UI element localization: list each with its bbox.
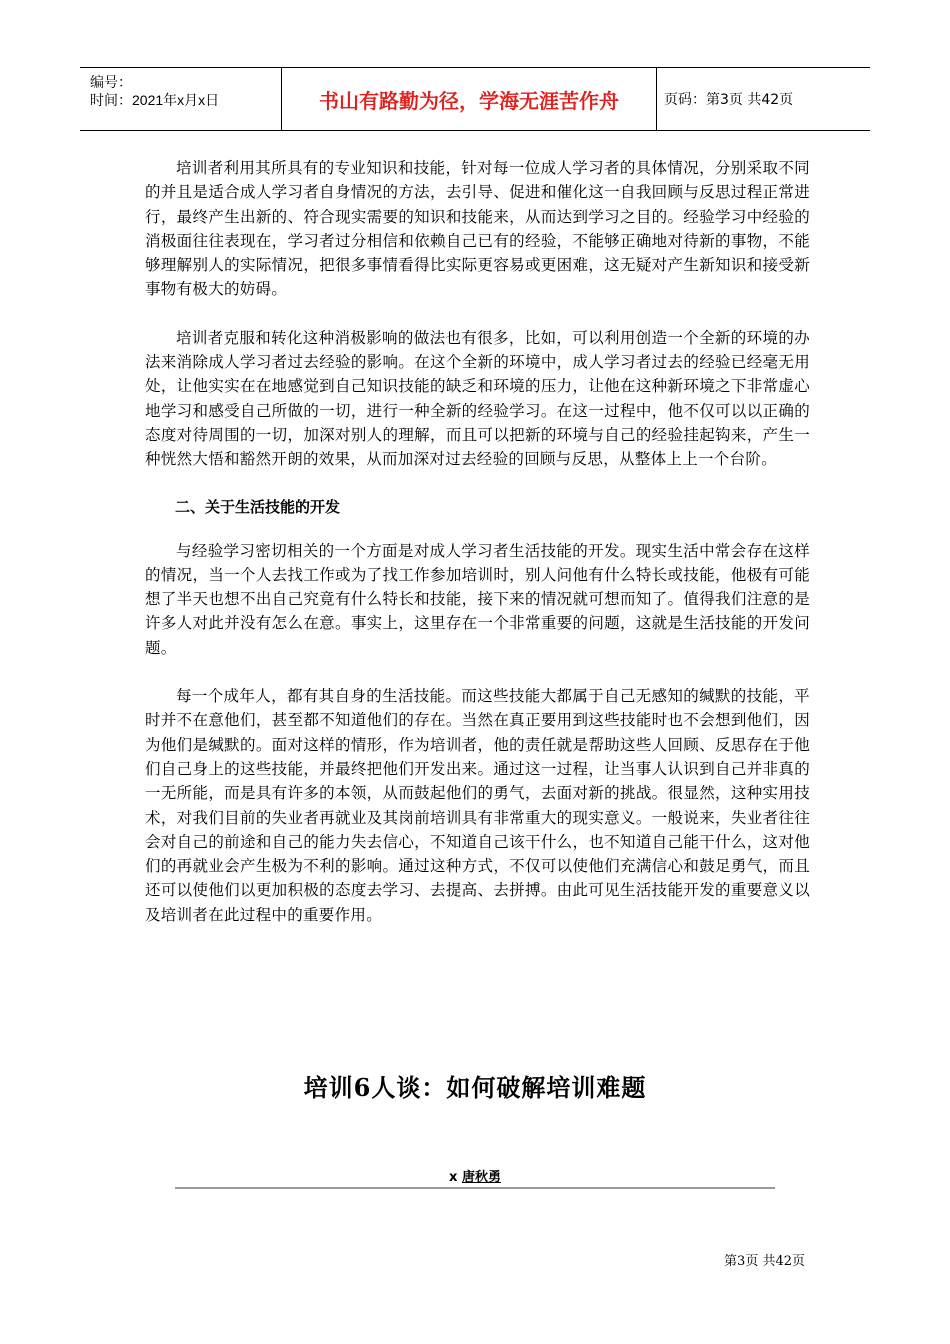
paragraph: 每一个成年人，都有其自身的生活技能。而这些技能大都属于自己无感知的缄默的技能，平时并不在意他们，甚至都不知道他们的存在。当然在真正要用到这些技能时也不会想到他们，因为他们是缄默的。面对这样的情形，作为培训者，他的责任就是帮助这些人回顾、反思存在于他们自己身上的这些技能，并最终把他们开发出来。通过这一过程，让当事人认识到自己并非真的一无所能，而是具有许多的本领，从而鼓起他们的勇气，去面对新的挑战。很显然，这种实用技术，对我们目前的失业者再就业及其岗前培训具有非常重大的现实意义。一般说来，失业者往往会对自己的前途和自己的能力失去信心，不知道自己该干什么，也不知道自己能干什么，这对他们的再就业会产生极为不利的影响。通过这种方式，不仅可以使他们充满信心和鼓足勇气，而且还可以使他们以更加积极的态度去学习、去提高、去拼搏。由此可见生活技能开发的重要意义以及培训者在此过程中的重要作用。 bbox=[145, 687, 810, 924]
header-number-label: 编号： bbox=[90, 74, 132, 90]
page-footer: 第3页 共42页 bbox=[724, 1254, 805, 1269]
author-prefix: x bbox=[449, 1170, 462, 1185]
header-time-label: 时间：2021年x月x日 bbox=[90, 92, 220, 108]
document-body bbox=[145, 156, 810, 951]
article-title: 培训6人谈：如何破解培训难题 bbox=[303, 1073, 647, 1102]
paragraph: 培训者克服和转化这种消极影响的做法也有很多，比如，可以利用创造一个全新的环境的办法来消除成人学习者过去经验的影响。在这个全新的环境中，成人学习者过去的经验已经毫无用处，让他实实在在地感觉到自己知识技能的缺乏和环境的压力，让他在这种新环境之下非常虚心地学习和感受自己所做的一切，进行一种全新的经验学习。在这一过程中，他不仅可以以正确的态度对待周围的一切，加深对别人的理解，而且可以把新的环境与自己的经验挂起钩来，产生一种恍然大悟和豁然开朗的效果，从而加深对过去经验的回顾与反思，从整体上上一个台阶。 bbox=[145, 328, 810, 469]
page-header bbox=[80, 67, 870, 131]
header-page-info: 页码：第3页 共42页 bbox=[664, 92, 794, 108]
author-name[interactable]: 唐秋勇 bbox=[461, 1170, 501, 1185]
header-motto: 书山有路勤为径，学海无涯苦作舟 bbox=[281, 68, 657, 130]
paragraph: 与经验学习密切相关的一个方面是对成人学习者生活技能的开发。现实生活中常会存在这样的情况，当一个人去找工作或为了找工作参加培训时，别人问他有什么特长或技能，他极有可能想了半天也想不出自己究竟有什么特长和技能，接下来的情况就可想而知了。值得我们注意的是许多人对此并没有怎么在意。事实上，这里存在一个非常重要的问题，这就是生活技能的开发问题。 bbox=[145, 541, 810, 657]
author-divider bbox=[175, 1187, 775, 1189]
paragraph: 培训者利用其所具有的专业知识和技能，针对每一位成人学习者的具体情况，分别采取不同的并且是适合成人学习者自身情况的方法，去引导、促进和催化这一自我回顾与反思过程正常进行，最终产生出新的、符合现实需要的知识和技能来，从而达到学习之目的。经验学习中经验的消极面往往表现在，学习者过分相信和依赖自己已有的经验，不能够正确地对待新的事物，不能够理解别人的实际情况，把很多事情看得比实际更容易或更困难，这无疑对产生新知识和接受新事物有极大的妨碍。 bbox=[145, 159, 810, 299]
header-meta bbox=[80, 68, 281, 130]
section-heading: 二、关于生活技能的开发 bbox=[175, 497, 341, 516]
author-line bbox=[0, 1166, 950, 1185]
